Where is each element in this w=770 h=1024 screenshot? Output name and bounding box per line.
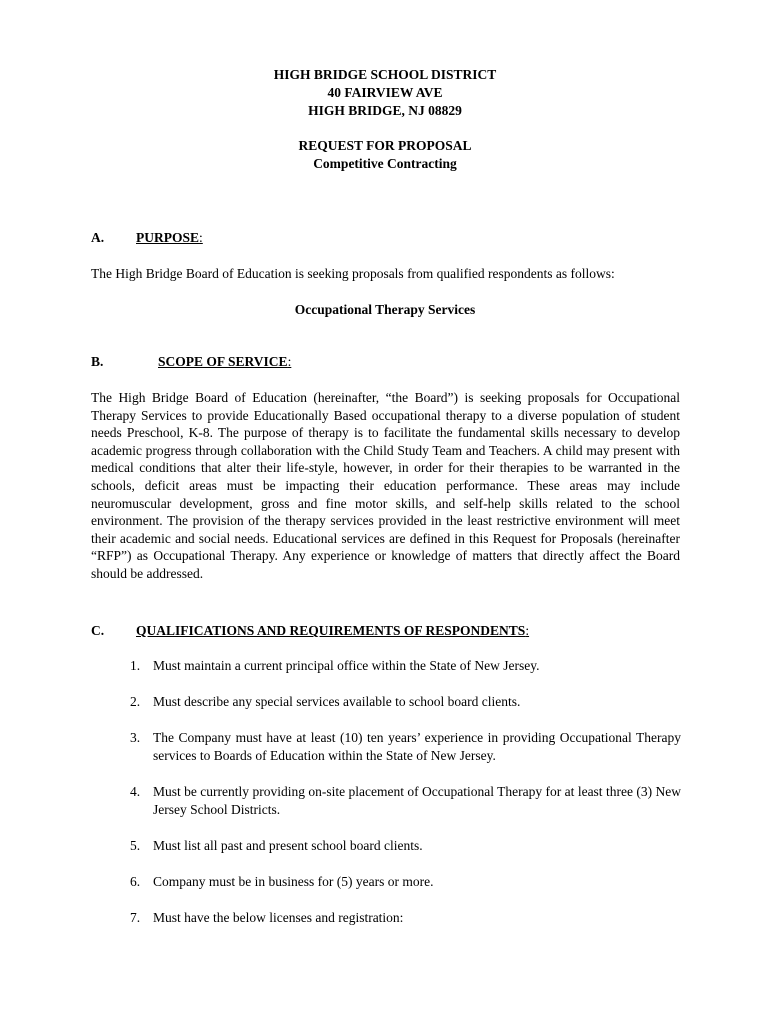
list-item-text: Must describe any special services available to school board clients.	[153, 694, 521, 709]
list-item	[130, 783, 681, 818]
list-item-number: 7.	[130, 910, 141, 925]
district-city: HIGH BRIDGE, NJ 08829	[308, 103, 462, 118]
list-item-number: 4.	[130, 784, 141, 799]
list-item-number: 3.	[130, 730, 141, 745]
letterhead	[0, 66, 770, 120]
section-c-letter: C.	[91, 623, 105, 638]
list-item	[130, 693, 681, 711]
list-item	[130, 909, 681, 927]
list-item-text: Must list all past and present school board clients.	[153, 838, 423, 853]
section-b-letter: B.	[91, 354, 104, 369]
rfp-subtitle: Competitive Contracting	[313, 156, 457, 171]
list-item-text: Must maintain a current principal office within the State of New Jersey.	[153, 658, 540, 673]
list-item-text: Company must be in business for (5) years or more.	[153, 874, 434, 889]
list-item-text: The Company must have at least (10) ten years’ experience in providing Occupational Therapy services to Boards of Education within the State of New Jersey.	[153, 730, 681, 763]
section-a-title: PURPOSE:	[136, 230, 203, 245]
list-item-number: 1.	[130, 658, 141, 673]
list-item	[130, 837, 681, 855]
section-a-intro: The High Bridge Board of Education is seeking proposals from qualified respondents as follows:	[91, 266, 615, 281]
district-street: 40 FAIRVIEW AVE	[327, 85, 443, 100]
section-b-title: SCOPE OF SERVICE:	[158, 354, 292, 369]
list-item	[130, 657, 681, 675]
list-item-number: 6.	[130, 874, 141, 889]
list-item	[130, 729, 681, 764]
section-b-body: The High Bridge Board of Education (hereinafter, “the Board”) is seeking proposals for Occupational Therapy Services to provide Educationally Based occupational therapy to a diverse population of student needs Preschool, K-8. The purpose of therapy is to facilitate the fundamental skills necessary to develop academic progress through collaboration with the Child Study Team and Teachers. A child may present with medical conditions that alter their life-style, however, in order for their therapies to be warranted in the schools, deficit areas must be impacting their education performance. These areas may include neuromuscular development, gross and fine motor skills, and self-help skills related to the school environment. The provision of the therapy services provided in the least restrictive environment will meet their academic and social needs. Educational services are defined in this Request for Proposals (hereinafter “RFP”) as Occupational Therapy. Any experience or knowledge of matters that directly affect the Board should be addressed.	[91, 390, 680, 581]
list-item	[130, 873, 681, 891]
list-item-text: Must have the below licenses and registration:	[153, 910, 404, 925]
list-item-text: Must be currently providing on-site placement of Occupational Therapy for at least three (3) New Jersey School Districts.	[153, 784, 681, 817]
rfp-title: REQUEST FOR PROPOSAL	[298, 138, 472, 153]
list-item-number: 2.	[130, 694, 141, 709]
section-c-title: QUALIFICATIONS AND REQUIREMENTS OF RESPONDENTS:	[136, 623, 530, 638]
district-name: HIGH BRIDGE SCHOOL DISTRICT	[273, 67, 497, 82]
section-a-letter: A.	[91, 230, 105, 245]
document-title	[0, 137, 770, 173]
list-item-number: 5.	[130, 838, 141, 853]
service-name: Occupational Therapy Services	[294, 302, 476, 317]
